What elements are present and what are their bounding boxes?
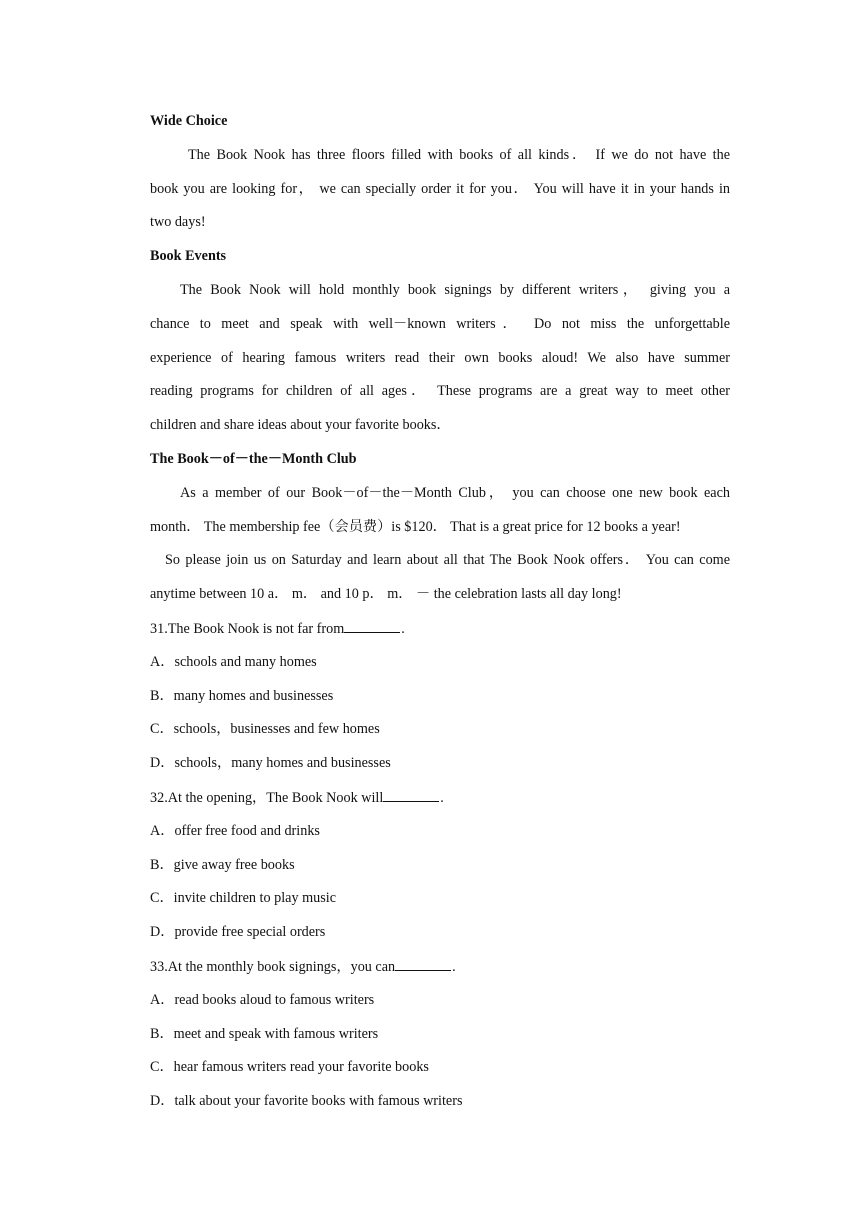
answer-blank	[344, 618, 400, 633]
answer-option	[150, 922, 730, 956]
paragraph-line: experience of hearing famous writers read their own books aloud! We also have summer	[150, 349, 730, 366]
question-end: .	[401, 620, 405, 637]
answer-blank	[395, 956, 451, 971]
option-text: read books aloud to famous writers	[174, 991, 375, 1008]
question-stem-31	[150, 618, 730, 652]
answer-option	[150, 719, 730, 753]
section-heading-wide-choice: Wide Choice	[150, 113, 228, 129]
option-letter: D．	[150, 924, 175, 941]
answer-option	[150, 1057, 730, 1091]
question-end: .	[440, 789, 444, 806]
option-text: schools，many homes and businesses	[174, 755, 391, 772]
paragraph-line: As a member of our Book－of－the－Month Club， you can choose one new book each	[180, 484, 730, 501]
question-text: 31.The Book Nook is not far from	[150, 620, 345, 637]
option-letter: B．	[150, 687, 174, 704]
question-text: 32.At the opening，The Book Nook will	[150, 789, 384, 806]
answer-option	[150, 652, 730, 686]
answer-option	[150, 1091, 730, 1125]
option-text: talk about your favorite books with famous writers	[174, 1093, 463, 1110]
question-text: 33.At the monthly book signings，you can	[150, 958, 396, 975]
option-letter: B．	[150, 1025, 174, 1042]
question-end: .	[452, 958, 456, 975]
answer-option	[150, 888, 730, 922]
paragraph-line: children and share ideas about your favorite books．	[150, 417, 451, 434]
option-text: hear famous writers read your favorite books	[173, 1059, 429, 1076]
answer-option	[150, 821, 730, 855]
paragraph-line: reading programs for children of all ages． These programs are a great way to meet other	[150, 383, 730, 400]
question-stem-33	[150, 956, 730, 990]
option-letter: D．	[150, 1093, 175, 1110]
option-text: many homes and businesses	[173, 687, 334, 704]
paragraph-line: book you are looking for， we can specially order it for you． You will have it in your hands in	[150, 180, 730, 197]
paragraph-line: The Book Nook has three floors filled with books of all kinds． If we do not have the	[188, 146, 730, 163]
answer-option	[150, 753, 730, 787]
option-text: schools，businesses and few homes	[173, 721, 380, 738]
option-letter: B．	[150, 856, 174, 873]
option-letter: C．	[150, 1059, 174, 1076]
answer-blank	[383, 787, 439, 802]
option-text: meet and speak with famous writers	[173, 1025, 379, 1042]
option-letter: C．	[150, 890, 174, 907]
section-heading-month-club: The Book－of－the－Month Club	[150, 450, 357, 467]
answer-option	[150, 1024, 730, 1058]
option-letter: D．	[150, 755, 175, 772]
option-text: give away free books	[173, 856, 295, 873]
option-letter: C．	[150, 721, 174, 738]
answer-option	[150, 686, 730, 720]
paragraph-line: two days!	[150, 214, 206, 231]
paragraph-line: month． The membership fee（会员费）is $120． That is a great price for 12 books a year!	[150, 518, 681, 535]
paragraph-line: The Book Nook will hold monthly book signings by different writers， giving you a	[180, 281, 730, 298]
option-text: provide free special orders	[174, 924, 326, 941]
option-letter: A．	[150, 991, 175, 1008]
option-letter: A．	[150, 653, 175, 670]
option-letter: A．	[150, 822, 175, 839]
answer-option	[150, 855, 730, 889]
option-text: schools and many homes	[174, 653, 317, 670]
question-stem-32	[150, 787, 730, 821]
paragraph-line: chance to meet and speak with well－known writers． Do not miss the unforgettable	[150, 315, 730, 332]
option-text: invite children to play music	[173, 890, 336, 907]
answer-option	[150, 990, 730, 1024]
section-heading-book-events: Book Events	[150, 248, 227, 265]
option-text: offer free food and drinks	[174, 822, 320, 839]
document-page	[150, 111, 730, 1125]
paragraph-line: So please join us on Saturday and learn about all that The Book Nook offers． You can come	[165, 552, 730, 569]
paragraph-line: anytime between 10 a． m． and 10 p． m． － the celebration lasts all day long!	[150, 586, 622, 603]
